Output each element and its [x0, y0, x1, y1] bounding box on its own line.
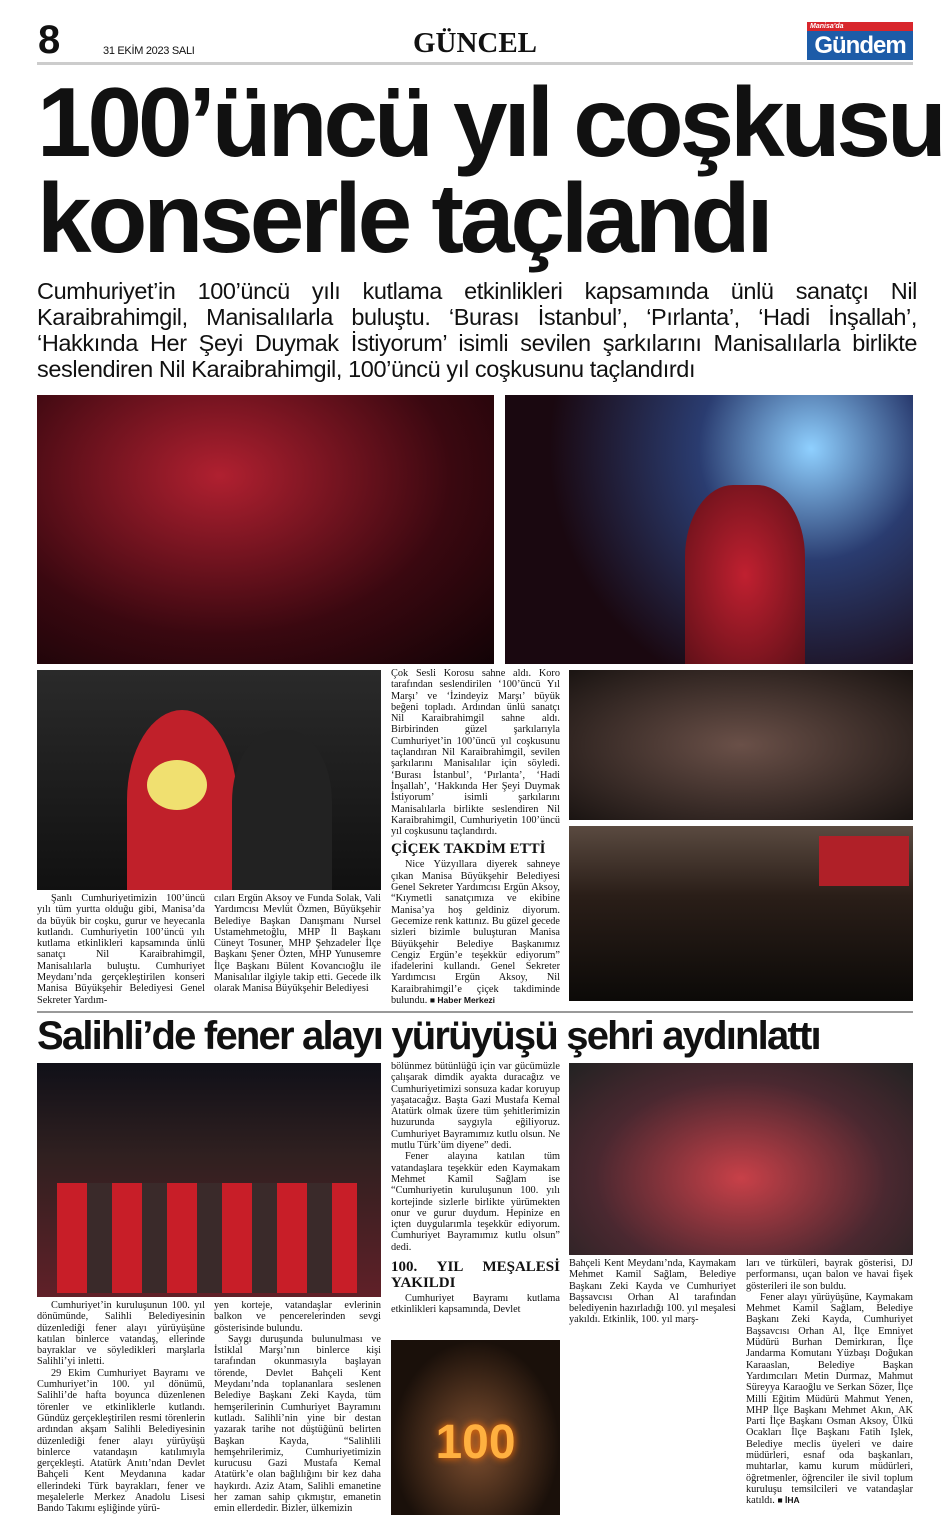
story2-column-4: Bahçeli Kent Meydanı’nda, Kaymakam Mehmet Kamil Sağlam, Belediye Başkanı Zeki Kayda ve Cumhuriyet Başsavcısı Orhan Al tarafından belediyenin hazırladığı 100. yıl meşalesi yakıldı. Etkinlik, 100. yıl marş- — [569, 1258, 736, 1326]
story1-column-2: cıları Ergün Aksoy ve Funda Solak, Vali Yardımcısı Mevlüt Özmen, Büyükşehir Belediye Başkan Danışmanı Nursel Ustamehmetoğlu, MHP İl Başkanı Cüneyt Tosuner, MHP Şehzadeler İlçe Başkanı Şener Özten, MHP Yunusemre İlçe Başkanı Bülent Kovancıoğlu ile Manisalılar ilgiyle takip etti. Gecede ilk olarak Manisa Büyükşehir Belediyesi — [214, 893, 381, 995]
crowd-phones-photo — [569, 670, 913, 820]
subheading-torch: 100. YIL MEŞALESİ YAKILDI — [391, 1259, 560, 1292]
story2-headline: Salihli’de fener alayı yürüyüşü şehri aydınlattı — [37, 1014, 820, 1058]
square-crowd-photo — [569, 1063, 913, 1255]
story1-column-3: Çok Sesli Korosu sahne aldı. Koro tarafından seslendirilen ‘100’üncü Yıl Marşı’ ve ‘İzindeyiz Marşı’ büyük beğeni topladı. Ardından ünlü sanatçı Nil Karaibrahimgil sahne aldı. Birbirinden güzel şarkılarıyla Cumhuriyet’in 100’üncü yıl coşkusunu taçlandıran Nil Karaibrahimgil, sevilen şarkılarını Manisalılar için söyledi. ‘Burası İstanbul’, ‘Pırlanta’, ‘Hadi İnşallah’, ‘Hakkında Her Şeyi Duymak İstiyorum’ isimli şarkılarını Manisalılarla birlikte seslendiren Nil Karaibrahimgil, Cumhuriyetin 100’üncü yıl coşkusunu taçlandırdı. ÇİÇEK TAKDİM ETTİ Nice Yüzyıllara diyerek sahneye çıkan Manisa Büyükşehir Belediyesi Genel Sekreter Yardımcısı Ergün Aksoy, “Kıymetli sanatçımıza ve ekibine Manisa’ya hoş geldiniz diyorum. Gecemize renk kattınız. Bu güzel gecede sizleri bizimle buluşturan Manisa Büyükşehir Belediye Başkanımız Cengiz Ergün’e teşekkür ediyorum” ifadelerini kullandı. Genel Sekreter Yardımcısı Ergün Aksoy, Nil Karaibrahimgil’e çiçek takdiminde bulundu. ■ Haber Merkezi — [391, 668, 560, 1007]
story-divider — [37, 1011, 913, 1013]
story2-column-5: ları ve türküleri, bayrak gösterisi, DJ performansı, uçan balon ve havai fişek gösterileri ile son buldu. Fener alayı yürüyüşüne, Kaymakam Mehmet Kamil Sağlam, Belediye Başkanı Zeki Kayda, Cumhuriyet Başsavcısı Orhan Al, İlçe Emniyet Müdürü Burhan Demirkıran, İlçe Jandarma Komutanı Yüzbaşı Doğukan Karaaslan, Belediye Başkan Yardımcıları Metin Durmaz, Mahmut Süreyya Karaoğlu ve Serkan Sözer, İlçe Milli Eğitim Müdürü Mahmut Yenen, MHP İlçe Başkanı Mehmet Akın, AK Parti İlçe Başkanı Osman Aksoy, Ülkü Ocakları İlçe Başkanı Fatih Işlek, Belediye meclis üyeleri ve daire müdürleri, esnaf oda başkanları, muhtarlar, kamu kurum müdürleri, öğretmenler, öğrenciler ile sivil toplum kuruluşu temsilcileri ve vatandaşlar katıldı. ■ İHA — [746, 1258, 913, 1507]
torch-march-photo — [37, 1063, 381, 1297]
story2-column-3: bölünmez bütünlüğü için var gücümüzle çalışarak dimdik ayakta duracağız ve Cumhuriyetimizi sonsuza kadar koruyup yaşatacağız. Başta Gazi Mustafa Kemal Atatürk olmak üzere tüm şehitlerimizin huzurunda saygıyla eğiliyoruz. Cumhuriyet Bayramımız kutlu olsun. Ne mutlu Türk’üm diyene” dedi. Fener alayına katılan tüm vatandaşlara teşekkür eden Kaymakam Mehmet Kamil Sağlam ise “Cumhuriyetin kuruluşunun 100. yılı kortejinde sizlerle birlikte yürümekten onur ve gurur duydum. Hepinize en içten duygularımla teşekkür ediyorum. Cumhuriyet Bayramımız kutlu olsun” dedi. 100. YIL MEŞALESİ YAKILDI Cumhuriyet Bayramı kutlama etkinlikleri kapsamında, Devlet — [391, 1061, 560, 1316]
header-rule — [37, 62, 913, 65]
choir-photo — [37, 395, 494, 664]
issue-date: 31 EKİM 2023 SALI — [103, 45, 195, 57]
torch-100-photo — [391, 1340, 560, 1515]
singer-photo — [505, 395, 913, 664]
subheading-flowers: ÇİÇEK TAKDİM ETTİ — [391, 841, 546, 858]
logo-top-text: Manisa'da — [807, 22, 913, 31]
deck: Cumhuriyet’in 100’üncü yılı kutlama etkinlikleri kapsamında ünlü sanatçı Nil Karaibrahimgil, Manisalılarla buluştu. ‘Burası İstanbul’, ‘Pırlanta’, ‘Hadi İnşallah’, ‘Hakkında Her Şeyi Duymak İstiyorum’ isimli sevilen şarkılarını Manisalılarla birlikte seslendiren Nil Karaibrahimgil, 100’üncü yıl coşkusunu taçlandırdı — [37, 278, 917, 382]
headline-line-1: 100’üncü yıl coşkusu — [37, 67, 943, 177]
headline-line-2: konserle taçlandı — [37, 163, 770, 273]
story1-column-1: Şanlı Cumhuriyetimizin 100’üncü yılı tüm yurtta olduğu gibi, Manisa’da da büyük bir coşku, gurur ve heyecanla kutlandı. Cumhuriyetin 100’üncü yılı kutlama etkinlikleri kapsamında ünlü sanatçı Nil Karaibrahimgil, Manisalılarla buluştu. Cumhuriyet Meydanı’nda gerçekleştirilen konseri Manisa Büyükşehir Belediyesi Genel Sekreter Yardım- — [37, 893, 205, 1006]
fire-100-text: 100 — [435, 1416, 516, 1469]
newspaper-logo — [807, 22, 913, 60]
byline: ■ Haber Merkezi — [429, 995, 496, 1006]
story2-column-1: Cumhuriyet’in kuruluşunun 100. yıl dönümünde, Salihli Belediyesinin düzenlediği fener alayı yürüyüşüne katılan binlerce vatandaş, ellerinde bayraklar ve söyledikleri marşlarla Salihli’yi inletti. 29 Ekim Cumhuriyet Bayramı ve Cumhuriyet’in 100. yıl dönümü, Salihli’de hafta boyunca düzenlenen törenler ve etkinliklerle kutlandı. Gündüz gerçekleştirilen resmi törenlerin ardından akşam Salihli Belediyesinin düzenlediği fener alayı yürüyüşü binlerce vatandaşın katılımıyla gerçekleşti. Atatürk Anıtı’ndan Devlet Bahçeli Kent Meydanına kadar ellerindeki Türk bayrakları, fener ve meşalelerle Merkez Anadolu Lisesi Bando Takımı eşliğinde yürü- — [37, 1300, 205, 1515]
page-number: 8 — [38, 18, 61, 62]
flower-presentation-photo — [37, 670, 381, 890]
byline: ■ İHA — [777, 1495, 800, 1506]
square-aerial-photo — [569, 826, 913, 1001]
logo-name: Gündem — [814, 32, 906, 59]
story2-column-2: yen korteje, vatandaşlar evlerinin balkon ve pencerelerinden sevgi gösterisinde bulundu. Saygı duruşunda bulunulması ve İstiklal Marşı’nın binlerce kişi tarafından okunmasıyla başlayan törende, Devlet Bahçeli Kent Meydanı’nda toplananlara seslenen Belediye Başkanı Zeki Kayda, tüm hemşerilerinin Cumhuriyet Bayramını kutladı. Salihli’nin yine bir destan yazarak tarihe not düştüğünü belirten Başkan Kayda, “Salihlili hemşehrilerimiz, Cumhuriyetimizin kurucusu Gazi Mustafa Kemal Atatürk’e olan bağlılığını bir kez daha haykırdı. Aziz Atam, Salihli emanetine her zaman sahip çıkmıştır, emanetin emin ellerdedir. Bizler, ülkemizin — [214, 1300, 381, 1515]
section-title: GÜNCEL — [412, 27, 538, 59]
